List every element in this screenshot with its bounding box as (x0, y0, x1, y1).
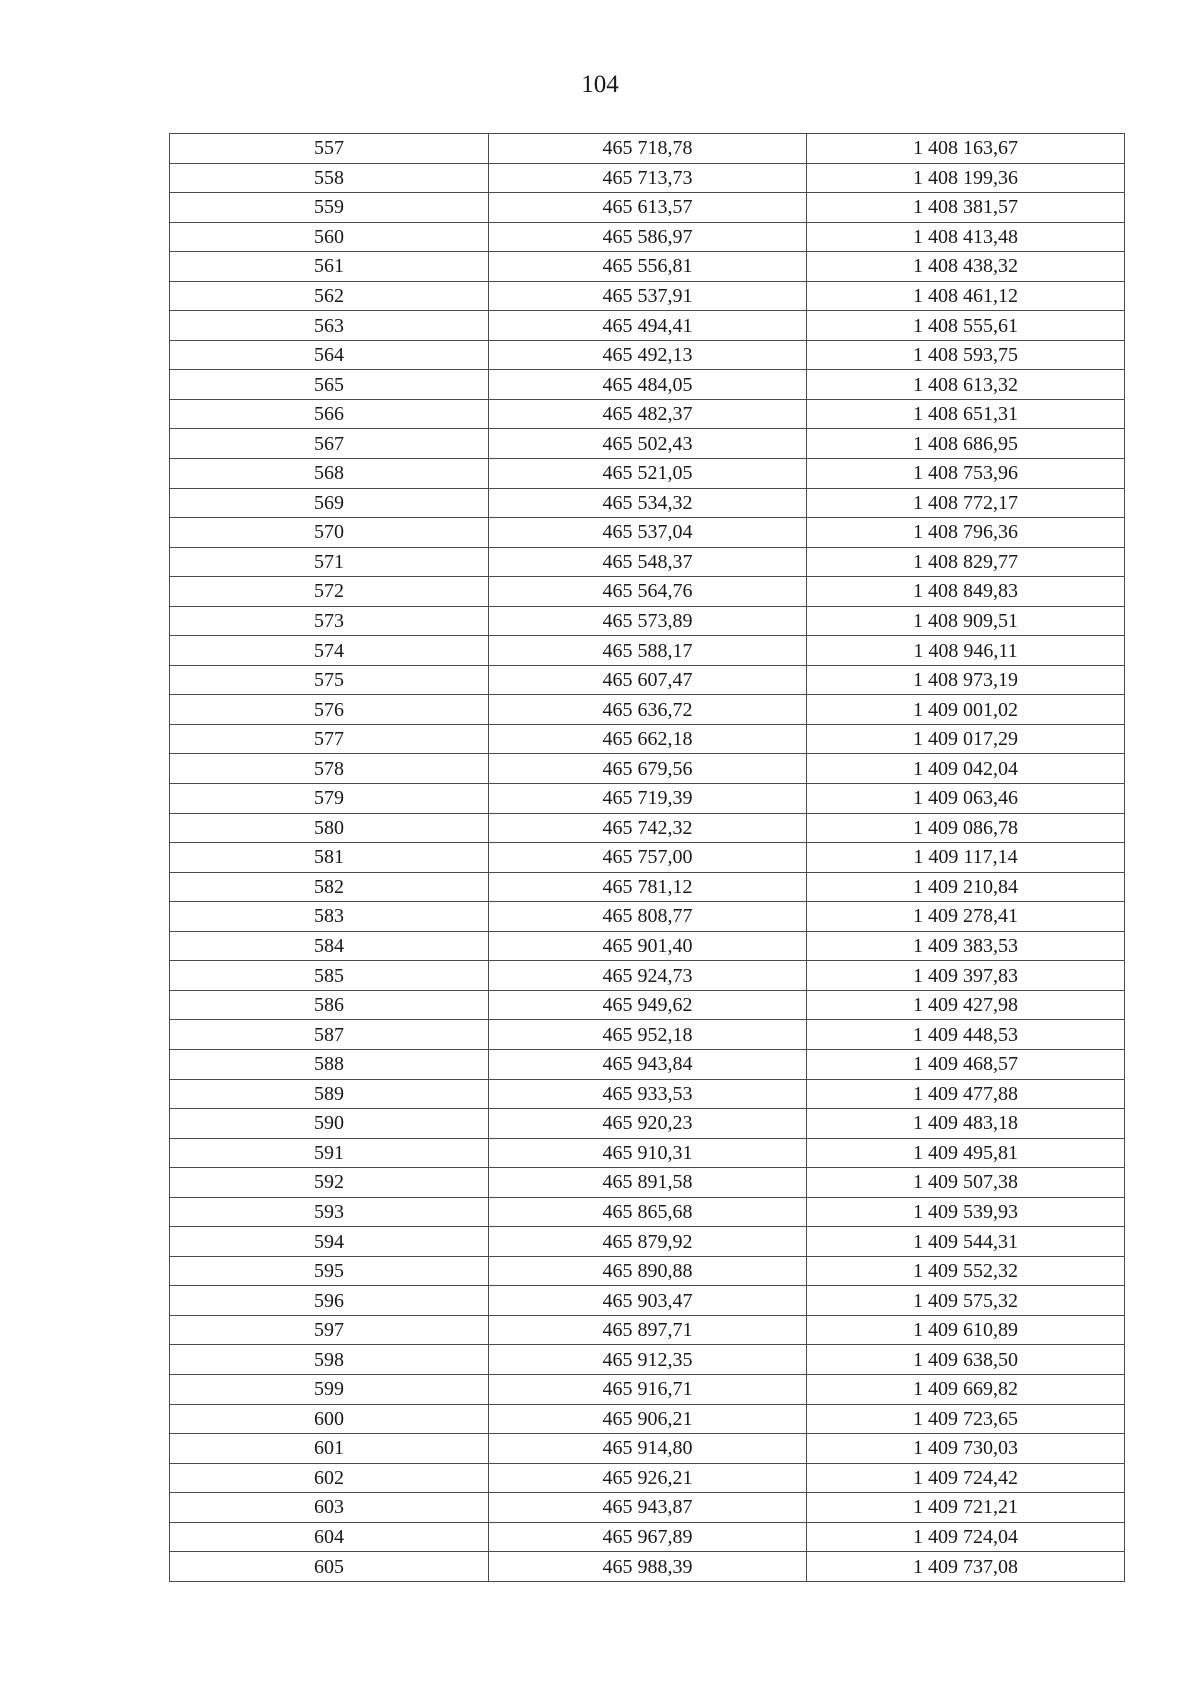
point-number-cell: 590 (170, 1109, 489, 1139)
table-row (170, 1256, 1125, 1286)
point-number-cell: 586 (170, 990, 489, 1020)
table-row (170, 784, 1125, 814)
x-coordinate-cell: 465 865,68 (489, 1197, 807, 1227)
y-coordinate-cell: 1 408 199,36 (807, 163, 1125, 193)
y-coordinate-cell: 1 408 946,11 (807, 636, 1125, 666)
point-number-cell: 561 (170, 252, 489, 282)
table-row (170, 606, 1125, 636)
table-row (170, 1345, 1125, 1375)
y-coordinate-cell: 1 408 686,95 (807, 429, 1125, 459)
x-coordinate-cell: 465 808,77 (489, 902, 807, 932)
x-coordinate-cell: 465 494,41 (489, 311, 807, 341)
y-coordinate-cell: 1 409 278,41 (807, 902, 1125, 932)
y-coordinate-cell: 1 409 539,93 (807, 1197, 1125, 1227)
table-row (170, 1227, 1125, 1257)
point-number-cell: 594 (170, 1227, 489, 1257)
x-coordinate-cell: 465 781,12 (489, 872, 807, 902)
x-coordinate-cell: 465 742,32 (489, 813, 807, 843)
point-number-cell: 580 (170, 813, 489, 843)
table-row (170, 1138, 1125, 1168)
x-coordinate-cell: 465 502,43 (489, 429, 807, 459)
x-coordinate-cell: 465 757,00 (489, 843, 807, 873)
table-row (170, 222, 1125, 252)
y-coordinate-cell: 1 408 555,61 (807, 311, 1125, 341)
y-coordinate-cell: 1 409 483,18 (807, 1109, 1125, 1139)
point-number-cell: 581 (170, 843, 489, 873)
point-number-cell: 568 (170, 459, 489, 489)
table-row (170, 252, 1125, 282)
x-coordinate-cell: 465 607,47 (489, 665, 807, 695)
y-coordinate-cell: 1 409 448,53 (807, 1020, 1125, 1050)
point-number-cell: 600 (170, 1404, 489, 1434)
table-row (170, 724, 1125, 754)
table-row (170, 813, 1125, 843)
table-row (170, 990, 1125, 1020)
table-row (170, 1522, 1125, 1552)
x-coordinate-cell: 465 901,40 (489, 931, 807, 961)
y-coordinate-cell: 1 408 381,57 (807, 193, 1125, 223)
point-number-cell: 601 (170, 1434, 489, 1464)
table-row (170, 134, 1125, 164)
table-row (170, 1109, 1125, 1139)
table-row (170, 961, 1125, 991)
point-number-cell: 564 (170, 340, 489, 370)
table-row (170, 902, 1125, 932)
point-number-cell: 605 (170, 1552, 489, 1582)
point-number-cell: 588 (170, 1049, 489, 1079)
point-number-cell: 558 (170, 163, 489, 193)
y-coordinate-cell: 1 408 651,31 (807, 399, 1125, 429)
table-row (170, 843, 1125, 873)
y-coordinate-cell: 1 409 495,81 (807, 1138, 1125, 1168)
point-number-cell: 598 (170, 1345, 489, 1375)
coordinates-table (169, 133, 1125, 1582)
point-number-cell: 575 (170, 665, 489, 695)
table-row (170, 1197, 1125, 1227)
table-row (170, 1020, 1125, 1050)
y-coordinate-cell: 1 409 042,04 (807, 754, 1125, 784)
x-coordinate-cell: 465 534,32 (489, 488, 807, 518)
y-coordinate-cell: 1 409 063,46 (807, 784, 1125, 814)
point-number-cell: 597 (170, 1315, 489, 1345)
x-coordinate-cell: 465 920,23 (489, 1109, 807, 1139)
x-coordinate-cell: 465 943,84 (489, 1049, 807, 1079)
x-coordinate-cell: 465 916,71 (489, 1374, 807, 1404)
y-coordinate-cell: 1 409 737,08 (807, 1552, 1125, 1582)
x-coordinate-cell: 465 484,05 (489, 370, 807, 400)
point-number-cell: 574 (170, 636, 489, 666)
x-coordinate-cell: 465 926,21 (489, 1463, 807, 1493)
point-number-cell: 573 (170, 606, 489, 636)
x-coordinate-cell: 465 903,47 (489, 1286, 807, 1316)
table-row (170, 547, 1125, 577)
x-coordinate-cell: 465 719,39 (489, 784, 807, 814)
table-row (170, 1552, 1125, 1582)
y-coordinate-cell: 1 408 909,51 (807, 606, 1125, 636)
table-row (170, 281, 1125, 311)
y-coordinate-cell: 1 409 669,82 (807, 1374, 1125, 1404)
point-number-cell: 587 (170, 1020, 489, 1050)
x-coordinate-cell: 465 912,35 (489, 1345, 807, 1375)
point-number-cell: 602 (170, 1463, 489, 1493)
y-coordinate-cell: 1 409 468,57 (807, 1049, 1125, 1079)
y-coordinate-cell: 1 408 593,75 (807, 340, 1125, 370)
x-coordinate-cell: 465 897,71 (489, 1315, 807, 1345)
point-number-cell: 589 (170, 1079, 489, 1109)
table-row (170, 1463, 1125, 1493)
point-number-cell: 569 (170, 488, 489, 518)
point-number-cell: 603 (170, 1493, 489, 1523)
table-row (170, 636, 1125, 666)
y-coordinate-cell: 1 408 163,67 (807, 134, 1125, 164)
x-coordinate-cell: 465 548,37 (489, 547, 807, 577)
table-row (170, 340, 1125, 370)
table-row (170, 459, 1125, 489)
y-coordinate-cell: 1 409 610,89 (807, 1315, 1125, 1345)
y-coordinate-cell: 1 409 721,21 (807, 1493, 1125, 1523)
table-row (170, 1315, 1125, 1345)
x-coordinate-cell: 465 879,92 (489, 1227, 807, 1257)
x-coordinate-cell: 465 713,73 (489, 163, 807, 193)
x-coordinate-cell: 465 943,87 (489, 1493, 807, 1523)
x-coordinate-cell: 465 564,76 (489, 577, 807, 607)
table-row (170, 193, 1125, 223)
point-number-cell: 559 (170, 193, 489, 223)
x-coordinate-cell: 465 906,21 (489, 1404, 807, 1434)
table-row (170, 163, 1125, 193)
table-row (170, 311, 1125, 341)
y-coordinate-cell: 1 409 397,83 (807, 961, 1125, 991)
table-row (170, 665, 1125, 695)
x-coordinate-cell: 465 482,37 (489, 399, 807, 429)
y-coordinate-cell: 1 408 796,36 (807, 518, 1125, 548)
table-row (170, 1374, 1125, 1404)
x-coordinate-cell: 465 967,89 (489, 1522, 807, 1552)
x-coordinate-cell: 465 949,62 (489, 990, 807, 1020)
y-coordinate-cell: 1 409 427,98 (807, 990, 1125, 1020)
table-row (170, 872, 1125, 902)
y-coordinate-cell: 1 408 753,96 (807, 459, 1125, 489)
table-row (170, 399, 1125, 429)
point-number-cell: 563 (170, 311, 489, 341)
point-number-cell: 596 (170, 1286, 489, 1316)
x-coordinate-cell: 465 924,73 (489, 961, 807, 991)
y-coordinate-cell: 1 409 117,14 (807, 843, 1125, 873)
x-coordinate-cell: 465 952,18 (489, 1020, 807, 1050)
y-coordinate-cell: 1 409 507,38 (807, 1168, 1125, 1198)
point-number-cell: 566 (170, 399, 489, 429)
y-coordinate-cell: 1 409 724,04 (807, 1522, 1125, 1552)
point-number-cell: 578 (170, 754, 489, 784)
x-coordinate-cell: 465 492,13 (489, 340, 807, 370)
y-coordinate-cell: 1 409 086,78 (807, 813, 1125, 843)
x-coordinate-cell: 465 679,56 (489, 754, 807, 784)
y-coordinate-cell: 1 409 575,32 (807, 1286, 1125, 1316)
table-row (170, 1493, 1125, 1523)
y-coordinate-cell: 1 409 724,42 (807, 1463, 1125, 1493)
table-row (170, 1286, 1125, 1316)
y-coordinate-cell: 1 408 849,83 (807, 577, 1125, 607)
y-coordinate-cell: 1 409 730,03 (807, 1434, 1125, 1464)
point-number-cell: 571 (170, 547, 489, 577)
y-coordinate-cell: 1 408 973,19 (807, 665, 1125, 695)
y-coordinate-cell: 1 408 829,77 (807, 547, 1125, 577)
point-number-cell: 565 (170, 370, 489, 400)
x-coordinate-cell: 465 573,89 (489, 606, 807, 636)
x-coordinate-cell: 465 988,39 (489, 1552, 807, 1582)
point-number-cell: 572 (170, 577, 489, 607)
point-number-cell: 562 (170, 281, 489, 311)
y-coordinate-cell: 1 409 017,29 (807, 724, 1125, 754)
table-row (170, 754, 1125, 784)
point-number-cell: 577 (170, 724, 489, 754)
point-number-cell: 604 (170, 1522, 489, 1552)
point-number-cell: 557 (170, 134, 489, 164)
x-coordinate-cell: 465 718,78 (489, 134, 807, 164)
x-coordinate-cell: 465 933,53 (489, 1079, 807, 1109)
x-coordinate-cell: 465 910,31 (489, 1138, 807, 1168)
y-coordinate-cell: 1 408 438,32 (807, 252, 1125, 282)
point-number-cell: 584 (170, 931, 489, 961)
point-number-cell: 595 (170, 1256, 489, 1286)
x-coordinate-cell: 465 613,57 (489, 193, 807, 223)
point-number-cell: 592 (170, 1168, 489, 1198)
x-coordinate-cell: 465 586,97 (489, 222, 807, 252)
y-coordinate-cell: 1 409 383,53 (807, 931, 1125, 961)
point-number-cell: 583 (170, 902, 489, 932)
table-row (170, 1049, 1125, 1079)
table-row (170, 429, 1125, 459)
table-row (170, 488, 1125, 518)
table-row (170, 577, 1125, 607)
x-coordinate-cell: 465 891,58 (489, 1168, 807, 1198)
table-row (170, 1434, 1125, 1464)
point-number-cell: 567 (170, 429, 489, 459)
x-coordinate-cell: 465 588,17 (489, 636, 807, 666)
point-number-cell: 582 (170, 872, 489, 902)
table-row (170, 370, 1125, 400)
y-coordinate-cell: 1 409 723,65 (807, 1404, 1125, 1434)
y-coordinate-cell: 1 408 613,32 (807, 370, 1125, 400)
y-coordinate-cell: 1 409 001,02 (807, 695, 1125, 725)
y-coordinate-cell: 1 409 210,84 (807, 872, 1125, 902)
x-coordinate-cell: 465 537,91 (489, 281, 807, 311)
x-coordinate-cell: 465 636,72 (489, 695, 807, 725)
x-coordinate-cell: 465 521,05 (489, 459, 807, 489)
x-coordinate-cell: 465 556,81 (489, 252, 807, 282)
table-row (170, 695, 1125, 725)
x-coordinate-cell: 465 537,04 (489, 518, 807, 548)
point-number-cell: 579 (170, 784, 489, 814)
point-number-cell: 576 (170, 695, 489, 725)
y-coordinate-cell: 1 408 413,48 (807, 222, 1125, 252)
y-coordinate-cell: 1 408 772,17 (807, 488, 1125, 518)
table-row (170, 1079, 1125, 1109)
point-number-cell: 585 (170, 961, 489, 991)
table-row (170, 1168, 1125, 1198)
y-coordinate-cell: 1 409 477,88 (807, 1079, 1125, 1109)
table-row (170, 931, 1125, 961)
coordinates-table-body (170, 134, 1125, 1582)
point-number-cell: 591 (170, 1138, 489, 1168)
y-coordinate-cell: 1 409 638,50 (807, 1345, 1125, 1375)
y-coordinate-cell: 1 409 544,31 (807, 1227, 1125, 1257)
point-number-cell: 560 (170, 222, 489, 252)
x-coordinate-cell: 465 914,80 (489, 1434, 807, 1464)
x-coordinate-cell: 465 890,88 (489, 1256, 807, 1286)
y-coordinate-cell: 1 409 552,32 (807, 1256, 1125, 1286)
table-row (170, 518, 1125, 548)
point-number-cell: 570 (170, 518, 489, 548)
point-number-cell: 593 (170, 1197, 489, 1227)
page-number: 104 (581, 71, 619, 98)
x-coordinate-cell: 465 662,18 (489, 724, 807, 754)
y-coordinate-cell: 1 408 461,12 (807, 281, 1125, 311)
point-number-cell: 599 (170, 1374, 489, 1404)
table-row (170, 1404, 1125, 1434)
